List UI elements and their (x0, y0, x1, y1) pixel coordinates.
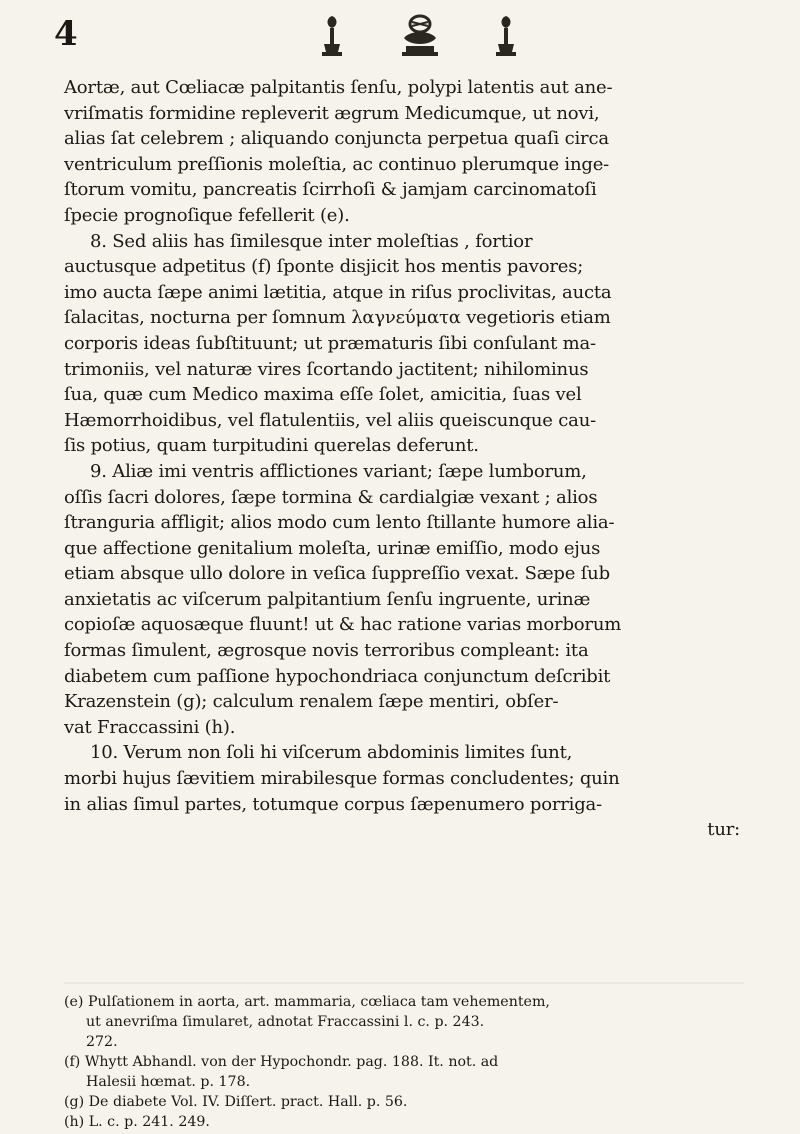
text-line: morbi hujus ſævitiem mirabilesque formas concludentes; quin (64, 768, 620, 790)
text-line: ſtorum vomitu, pancreatis ſcirrhoſi & jamjam carcinomatoſi (64, 179, 597, 201)
fleuron-right-icon (496, 16, 516, 56)
footnote-g (64, 1092, 748, 1112)
page-number: 4 (54, 14, 78, 54)
fleuron-center-icon (402, 16, 438, 56)
footnote-divider (64, 982, 744, 984)
text-line: ſis potius, quam turpitudini querelas deferunt. (64, 435, 479, 457)
text-line: Krazenstein (g); calculum renalem ſæpe mentiri, obſer- (64, 691, 559, 713)
text-line: anxietatis ac viſcerum palpitantium ſenſu ingruente, urinæ (64, 588, 591, 610)
footnote-line: (f) Whytt Abhandl. von der Hypochondr. pag. 188. It. not. ad (64, 1054, 499, 1070)
text-line: imo aucta ſæpe animi lætitia, atque in riſus proclivitas, aucta (64, 281, 612, 303)
text-line: 10. Verum non ſoli hi viſcerum abdominis limites ſunt, (90, 742, 573, 764)
footnote-f (64, 1052, 748, 1092)
text-line: Hæmorrhoidibus, vel flatulentiis, vel aliis queiscunque cau- (64, 409, 596, 431)
text-line: tur: (707, 819, 740, 841)
text-line: 8. Sed aliis has ſimilesque inter moleſtias , fortior (90, 230, 533, 252)
paragraph-9 (64, 459, 744, 741)
header-ornaments (310, 12, 530, 58)
text-line: que affectione genitalium moleſta, urinæ emiſſio, modo ejus (64, 537, 601, 559)
text-line: auctusque adpetitus (f) ſponte disjicit hos mentis pavores; (64, 256, 584, 278)
text-line: vat Fraccassini (h). (64, 716, 236, 738)
text-line: ſpecie prognoſique fefellerit (e). (64, 204, 350, 226)
text-line: in alias ſimul partes, totumque corpus ſæpenumero porriga- (64, 793, 602, 815)
main-text (64, 75, 744, 843)
paragraph-10 (64, 740, 744, 842)
fleuron-left-icon (322, 16, 342, 56)
footnote-line: (g) De diabete Vol. IV. Diſſert. pract. Hall. p. 56. (64, 1094, 408, 1110)
footnote-e (64, 992, 748, 1052)
text-line: etiam absque ullo dolore in veſica ſuppreſſio vexat. Sæpe ſub (64, 563, 610, 585)
footnote-line: Halesii hœmat. p. 178. (86, 1074, 251, 1090)
text-line: 9. Aliæ imi ventris afflictiones variant; ſæpe lumborum, (90, 460, 587, 482)
footnote-h (64, 1112, 748, 1132)
text-line: vriſmatis formidine repleverit ægrum Medicumque, ut novi, (64, 102, 600, 124)
paragraph-8 (64, 229, 744, 459)
text-line: ſua, quæ cum Medico maxima eſſe ſolet, amicitia, ſuas vel (64, 384, 582, 406)
footnote-line: (e) Pulſationem in aorta, art. mammaria, cœliaca tam vehementem, (64, 994, 550, 1010)
text-line: diabetem cum paſſione hypochondriaca conjunctum deſcribit (64, 665, 611, 687)
footnote-line: (h) L. c. p. 241. 249. (64, 1114, 210, 1130)
text-line: ſtranguria affligit; alios modo cum lento ſtillante humore alia- (64, 512, 615, 534)
footnote-line: 272. (86, 1034, 118, 1050)
text-line: trimoniis, vel naturæ vires ſcortando jactitent; nihilominus (64, 358, 589, 380)
text-line: alias ſat celebrem ; aliquando conjuncta perpetua quaſi circa (64, 128, 609, 150)
text-line: Aortæ, aut Cœliacæ palpitantis ſenſu, polypi latentis aut ane- (64, 77, 613, 98)
text-line: ventriculum preſſionis moleſtia, ac continuo plerumque inge- (64, 153, 610, 175)
text-line: copioſæ aquosæque fluunt! ut & hac ratione varias morborum (64, 614, 622, 636)
footnote-line: ut anevriſma ſimularet, adnotat Fraccassini l. c. p. 243. (86, 1014, 485, 1030)
footnotes (64, 992, 748, 1132)
text-line: ſalacitas, nocturna per ſomnum λαγνεύματα vegetioris etiam (64, 307, 611, 329)
text-line: formas ſimulent, ægrosque novis terroribus compleant: ita (64, 640, 589, 662)
text-line: corporis ideas ſubſtituunt; ut præmaturis ſibi conſulant ma- (64, 332, 596, 354)
text-line: oſſis ſacri dolores, ſæpe tormina & cardialgiæ vexant ; alios (64, 486, 598, 508)
paragraph-7-continued (64, 75, 744, 229)
